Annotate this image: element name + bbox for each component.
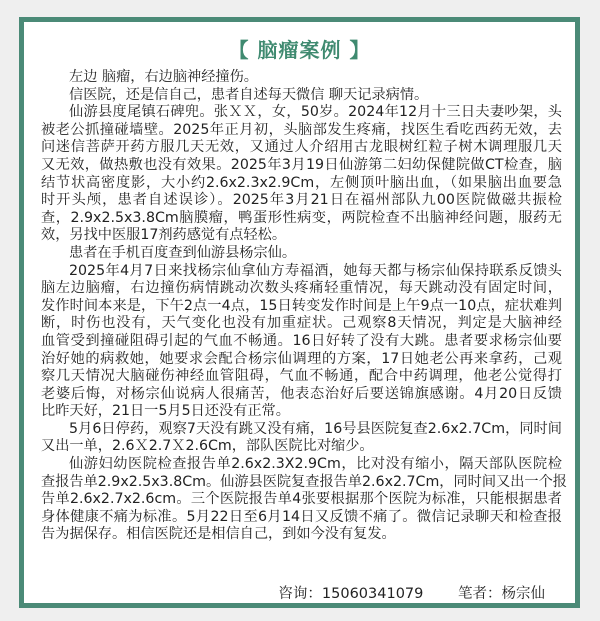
text-line: 左边 脑瘤，右边脑神经撞伤。: [69, 69, 258, 85]
paragraph: [41, 87, 562, 105]
text-line: 仙游妇幼医院检查报告单2.6x2.3X2.9Cm，比对没有缩小，隔天部队医院检: [69, 456, 562, 473]
text-line: 又出一单，2.6Ｘ2.7Ｘ2.6Cm，部队医院比对缩少。: [41, 438, 374, 455]
text-line: 又无效，做热敷也没有效果。2025年3月19日仙游第二妇幼保健院做CT检查，脑: [41, 156, 562, 173]
text-line: 患者在手机百度查到仙游县杨宗仙。: [69, 244, 297, 261]
text-line: 信医院，还是信自己，患者自述每天微信 聊天记录病情。: [69, 86, 429, 103]
paragraph: [41, 245, 562, 263]
case-frame: [19, 17, 580, 608]
text-line: 断，时伤也没有，天气变化也没有加重症状。己观察8天情况，判定是大脑神经: [41, 315, 562, 332]
text-line: 察几天情况大脑碰伤神经血管阻碍，气血不畅通，配合中药调理，他老公觉得打: [41, 368, 562, 385]
author: 笔者：杨宗仙: [458, 586, 545, 602]
text-line: 发作时间本来是，下午2点一4点，15日转变发作时间是上午9点一10点，症状难判: [41, 297, 562, 314]
case-body: [41, 69, 567, 544]
paragraph: [41, 263, 562, 421]
text-line: 时开头颅，患者自述误诊）。2025年3月21日在福州部队九00医院做磁共振检: [41, 192, 562, 209]
text-line: 问迷信菩萨开药方服几天无效，又通过人介绍用古龙眼树红粒子树木调理服几天: [41, 139, 562, 156]
text-line: 5月6日停药，观察7天没有跳又没有痛，16号县医院复查2.6x2.7Cm，同时间: [69, 420, 562, 437]
paragraph: [41, 69, 562, 87]
text-line: 血管受到撞碰阻碍引起的气血不畅通。16日好转了没有大跳。患者要求杨宗仙要: [41, 332, 562, 349]
text-line: 比昨天好，21日一5月5日还没有正常。: [41, 403, 290, 420]
text-line: 老婆后悔，对杨宗仙说病人很痛苦，他表态治好后要送锦旗感谢。4月20日反馈: [41, 385, 562, 402]
text-line: 告单2.6x2.7x2.6cm。三个医院报告单4张要根据那个医院为标准，只能根据患者: [41, 491, 562, 508]
text-line: 脑左边脑瘤，右边撞伤病情跳动次数头疼痛轻重情况，每天跳动没有固定时间，: [41, 280, 562, 297]
text-line: 查，2.9x2.5x3.8Cm脑膜瘤，鸭蛋形性病变，两院检查不出脑神经问题，服药无: [41, 209, 562, 226]
text-line: 仙游县度尾镇石碑兜。张ＸＸ，女，50岁。2024年12月十三日夫妻吵架，头: [69, 104, 562, 121]
text-line: 结节状高密度影，大小约2.6x2.3x2.9Cm，左侧顶叶脑出血，（如果脑出血要急: [41, 174, 562, 191]
text-line: 身体健康不痛为标准。5月22日至6月14日又反馈不痛了。微信记录聊天和检查报: [41, 508, 562, 525]
text-line: 查报告单2.9x2.5x3.8Cm。仙游县医院复查报告单2.6x2.7Cm，同时间又出一个报: [41, 473, 567, 490]
paragraph: [41, 421, 562, 456]
paragraph: [41, 104, 562, 245]
paragraph: [41, 456, 567, 544]
text-line: 2025年4月7日来找杨宗仙拿仙方寿福酒，她每天都与杨宗仙保持联系反馈头: [69, 262, 562, 279]
text-line: 被老公抓撞碰墙壁。2025年正月初，头脑部发生疼痛，找医生看吃西药无效，去: [41, 121, 562, 138]
text-line: 效，另找中医服17剂药感觉有点轻松。: [41, 227, 287, 244]
text-line: 治好她的病救她，她要求会配合杨宗仙调理的方案，17日她老公再来拿药，己观: [41, 350, 562, 367]
page-title: 【 脑瘤案例 】: [228, 38, 371, 62]
footer: [248, 582, 545, 603]
contact-phone: 咨询：15060341079: [278, 586, 424, 602]
text-line: 告为据保存。相信医院还是相信自己，到如今没有复发。: [41, 526, 396, 543]
